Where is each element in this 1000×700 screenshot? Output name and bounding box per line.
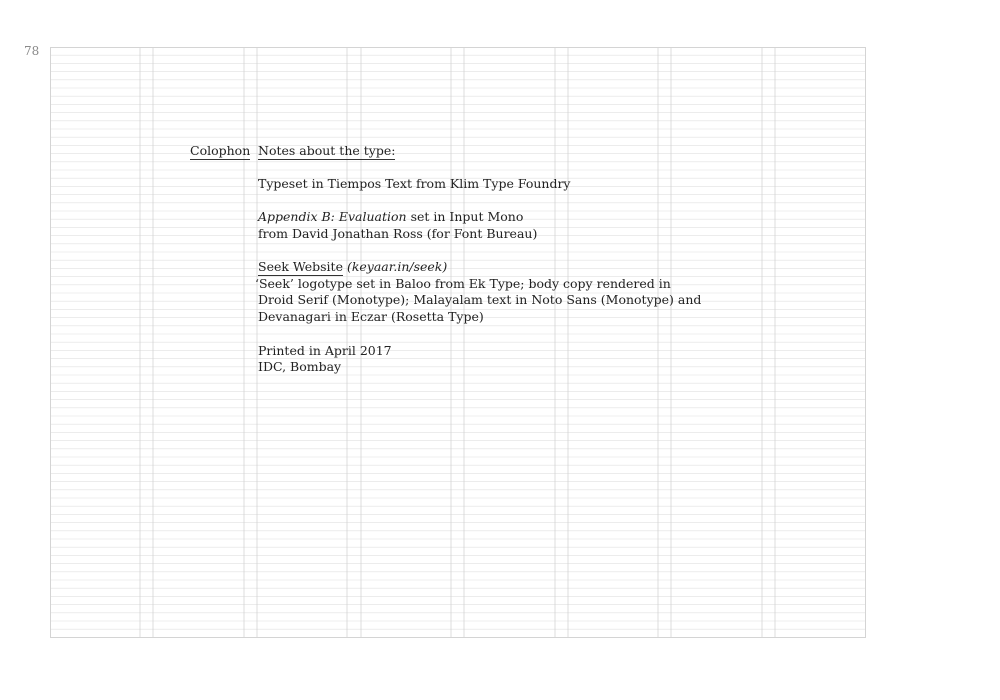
page-number: 78: [24, 44, 40, 58]
seek-heading-line: [258, 259, 447, 276]
appendix-line: [258, 209, 523, 226]
seek-website-link[interactable]: Seek Website: [258, 259, 343, 274]
place-line: IDC, Bombay: [258, 359, 342, 374]
printed-line: Printed in April 2017: [258, 343, 392, 358]
appendix-line-2: from David Jonathan Ross (for Font Bureau): [258, 226, 538, 241]
colophon-heading: [258, 143, 395, 160]
colophon-heading-text: Notes about the type:: [258, 143, 396, 158]
appendix-title: Appendix B: Evaluation: [258, 209, 407, 224]
colophon-label: [190, 143, 251, 160]
seek-url: (keyaar.in/seek): [342, 259, 448, 274]
seek-line-1: ‘Seek’ logotype set in Baloo from Ek Type; body copy rendered in: [255, 276, 671, 291]
colophon-label-text: Colophon: [190, 143, 251, 158]
appendix-rest: set in Input Mono: [406, 209, 524, 224]
seek-line-2: Droid Serif (Monotype); Malayalam text in Noto Sans (Monotype) and: [258, 292, 702, 307]
typeset-line: Typeset in Tiempos Text from Klim Type Foundry: [258, 176, 571, 191]
layout-grid: [50, 47, 866, 638]
seek-line-3: Devanagari in Eczar (Rosetta Type): [258, 309, 484, 324]
